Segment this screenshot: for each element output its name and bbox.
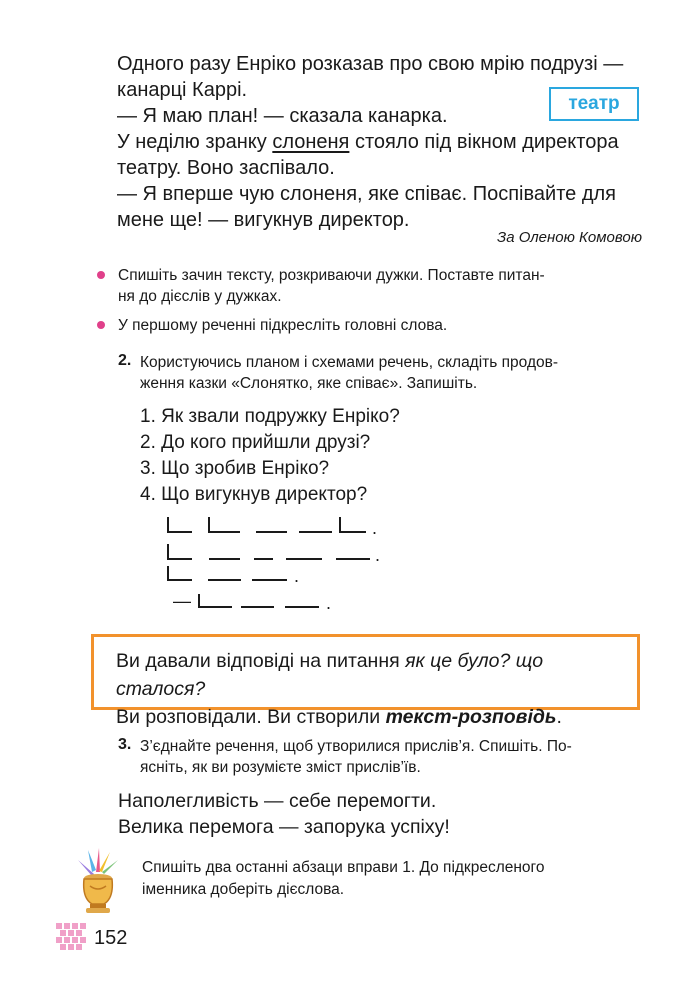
vocabulary-word-box: театр [549,87,639,121]
proverb-line: Наполегливість — себе перемогти. [118,790,437,812]
ornament-icon [55,922,89,952]
page-number: 152 [94,927,128,949]
plan-item: 2. До кого прийшли друзі? [140,432,371,453]
rule-box: Ви давали відповіді на питання як це було? що сталося? Ви розповідали. Ви створили текст-розповідь. [91,634,640,710]
story-line: мене ще! — вигукнув директор. [117,209,410,231]
task-number: 3. [118,736,132,753]
story-line: Одного разу Енріко розказав про свою мрію подрузі — [117,53,624,75]
svg-text:.: . [294,566,300,586]
homework-text: Спишіть два останні абзаци вправи 1. До підкресленого іменника доберіть дієслова. [142,859,545,898]
svg-text:.: . [375,545,381,565]
underlined-noun: слоненя [272,131,350,153]
proverb-line: Велика перемога — запорука успіху! [118,816,450,838]
plan-item: 1. Як звали подружку Енріко? [140,406,400,427]
story-line: У неділю зранку слоненя стояло під вікном директора [117,131,619,153]
plan-item: 3. Що зробив Енріко? [140,458,330,479]
bullet-task: Спишіть зачин тексту, розкриваючи дужки. Поставте питан- ня до дієслів у дужках. [118,265,640,307]
story-line: — Я вперше чую слоненя, яке співає. Поспівайте для [117,183,616,205]
plan-item: 4. Що вигукнув директор? [140,484,368,505]
proverbs [118,788,450,840]
term-text-narrative: текст-розповідь [385,706,557,728]
story-line: — Я маю план! — сказала канарка. [117,105,448,127]
task-number: 2. [118,352,132,369]
bullet-task: У першому реченні підкресліть головні слова. [118,315,640,336]
homework-vase-icon [66,846,132,918]
schema-dash: — [173,591,191,611]
story-line: канарці Каррі. [117,79,248,101]
task-text: Користуючись планом і схемами речень, складіть продов- ження казки «Слонятко, яке співає». Запишіть. [140,354,559,392]
story-line: театру. Воно заспівало. [117,157,335,179]
svg-text:.: . [326,593,332,613]
task-text: З’єднайте речення, щоб утворилися прислів’я. Спишіть. По- ясніть, як ви розумієте зміст прислів’їв. [140,738,572,776]
author-attribution: За Оленою Комовою [497,229,642,246]
svg-text:.: . [372,518,378,538]
